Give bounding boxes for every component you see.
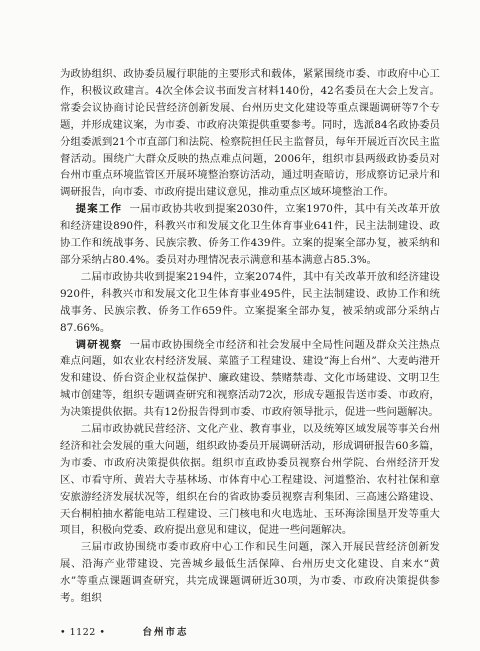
paragraph-proposals bbox=[60, 201, 440, 269]
paragraph-text: 为政协组织、政协委员履行职能的主要形式和载体，紧紧围绕市委、市政府中心工作，积极议政建言。4次全体会议书面发言材料140份，42名委员在大会上发言。常委会议协商讨论民营经济创新发展、台州历史文化建设等重点课题调研等7个专题，并形成建议案，为市委、市政府决策提供重要参考。同时，选派84名政协委员分组委派到21个市直部门和法院、检察院担任民主监督员，每年开展近百次民主监督活动。围绕广大群众反映的热点难点问题，2006年，组织市县两级政协委员对台州市重点环境监管区开展环境整治察访活动，通过明查暗访，形成察访记录片和调研报告，向市委、市政府提出建议意见，推动重点区域环境整治工作。 bbox=[60, 68, 440, 199]
section-heading-research: 调研视察 bbox=[75, 338, 123, 351]
paragraph-research-third bbox=[60, 539, 440, 607]
page-footer bbox=[60, 624, 188, 638]
body-text bbox=[60, 66, 440, 607]
paragraph-research bbox=[60, 337, 440, 422]
paragraph-text: 二届市政协就民营经济、文化产业、教育事业，以及统筹区域发展等事关台州经济和社会发展的重大问题，组织政协委员开展调研活动，形成调研报告60多篇，为市委、市政府决策提供依据。组织市直政协委员视察台州学院、台州经济开发区、市看守所、黄岩大寺基林场、市体育中心工程建设、河道整治、农村社保和章安旅游经济发展状况等，组织在台的省政协委员视察吉利集团、三高速公路建设、天台桐柏抽水蓄能电站工程建设、三门核电和火电选址、玉环海涂围垦开发等重大项目，积极向党委、政府提出意见和建议，促进一些问题解决。 bbox=[60, 423, 440, 537]
page-number: • 1122 • bbox=[60, 627, 106, 638]
paragraph-text: 三届市政协围绕市委市政府中心工作和民生问题，深入开展民营经济创新发展、沿海产业带建设、完善城乡最低生活保障、台州历史文化建设、自来水“黄水”等重点课题调查研究，共完成课题调研近30项，为市委、市政府决策提供参考。组织 bbox=[60, 541, 440, 605]
paragraph-proposals-second bbox=[60, 269, 440, 337]
paragraph-intro bbox=[60, 66, 440, 201]
paragraph-text: 二届市政协共收到提案2194件，立案2074件，其中有关改革开放和经济建设920件，科教兴市和发展文化卫生体育事业495件，民主法制建设、政协工作和统战事务、民族宗教、侨务工作659件。立案提案全部办复，被采纳或部分采纳占87.66%。 bbox=[60, 270, 440, 334]
section-heading-proposals: 提案工作 bbox=[75, 203, 123, 216]
book-title: 台州市志 bbox=[142, 627, 189, 638]
paragraph-text: 一届市政协共收到提案2030件，立案1970件，其中有关改革开放和经济建设890件，科教兴市和发展文化卫生体育事业641件，民主法制建设、政协工作和统战事务、民族宗教、侨务工作439件。立案的提案全部办复，被采纳和部分采纳占80.4%。委员对办理情况表示满意和基本满意占85.3%。 bbox=[60, 203, 441, 266]
paragraph-text: 一届市政协围绕全市经济和社会发展中全局性问题及群众关注热点难点问题，如农业农村经济发展、菜篮子工程建设、建设“海上台州”、大麦屿港开发和建设、侨台资企业权益保护、廉政建设、禁赌禁毒、文化市场建设、文明卫生城市创建等，组织专题调查研究和视察活动72次，形成专题报告送市委、市政府，为决策提供依据。共有12份报告得到市委、市政府领导批示，促进一些问题解决。 bbox=[60, 338, 441, 419]
paragraph-research-second bbox=[60, 421, 440, 539]
